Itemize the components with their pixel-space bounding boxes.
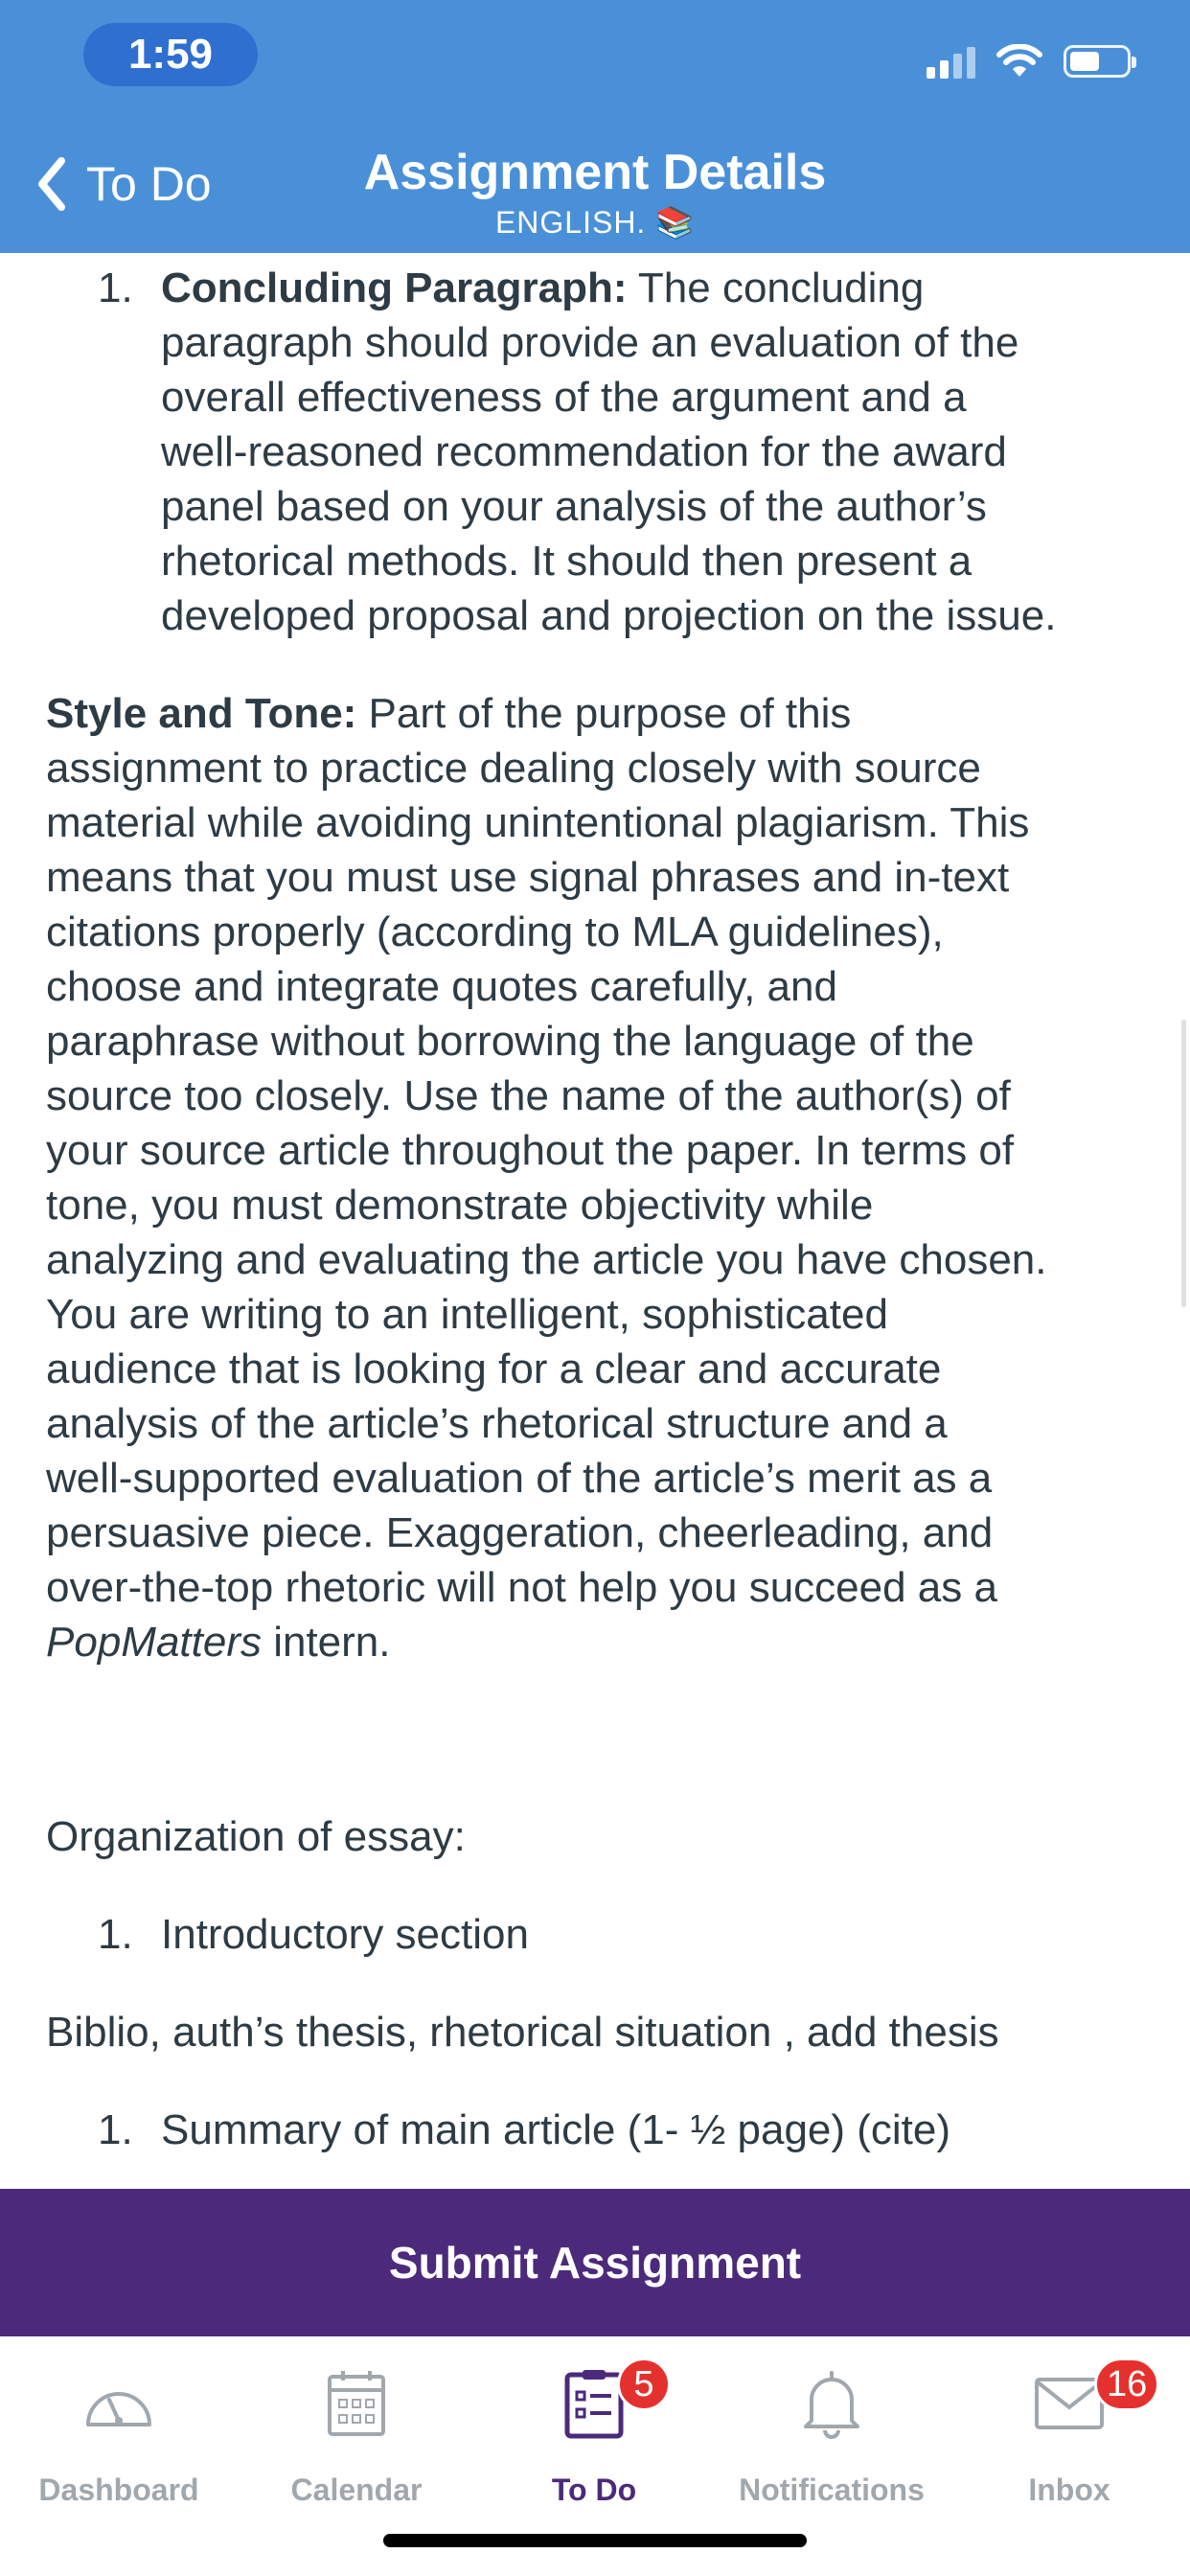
bell-icon [798,2367,865,2440]
tab-label: Calendar [290,2472,423,2507]
style-tone-heading: Style and Tone: [46,690,357,737]
concluding-paragraph-item [98,261,1157,643]
tab-dashboard[interactable] [0,2356,238,2508]
scrollbar[interactable] [1181,1020,1186,1307]
calendar-icon [326,2369,387,2438]
tab-label: Dashboard [38,2472,199,2507]
list-number: 1. [98,2106,133,2153]
home-indicator[interactable] [383,2534,807,2547]
list-item-text: Introductory section [161,1911,529,1958]
tab-to-do[interactable] [475,2356,713,2508]
status-icons [927,42,1131,80]
title-block [0,142,1190,242]
inbox-count-badge: 16 [1094,2358,1159,2411]
navigation-header [0,0,1190,253]
introductory-section-item [98,1907,1157,1962]
status-time: 1:59 [83,23,258,86]
style-and-tone-paragraph: Style and Tone: Part of the purpose of this assignment to practice dealing closely with source material while avoiding unintentional plagiarism. This means that you must use signal phrases and in-text citations properly (according to MLA guidelines), choose and integrate quotes carefully, and paraphrase without borrowing the language of the source too closely. Use the name of the author(s) of your source article throughout the paper. In terms of tone, you must demonstrate objectivity while analyzing and evaluating the article you have chosen. You are writing to an intelligent, sophisticated audience that is looking for a clear and accurate analysis of the article’s rhetorical structure and a well-supported evaluation of the article’s merit as a persuasive piece. Exaggeration, cheerleading, and over-the-top rhetoric will not help you succeed as a PopMatters intern. [46,690,1047,1666]
tab-calendar[interactable] [238,2356,475,2508]
publication-name: PopMatters [46,1619,262,1666]
organization-heading: Organization of essay: [46,1813,466,1860]
battery-icon [1064,45,1131,78]
concluding-paragraph-text: Concluding Paragraph: The concluding paragraph should provide an evaluation of the overall effectiveness of the argument and a well-reasoned recommendation for the award panel based on your analysis of the author’s rhetorical methods. It should then present a developed proposal and projection on the issue. [161,264,1057,639]
wifi-icon [996,44,1042,79]
tab-label: To Do [551,2472,637,2507]
tab-label: Inbox [1028,2472,1110,2507]
page-title: Assignment Details [363,145,827,200]
summary-item [98,2103,1157,2157]
back-label: To Do [86,157,212,211]
list-item-text: Summary of main article (1- ½ page) (cite) [161,2106,951,2153]
dashboard-gauge-icon [80,2375,157,2432]
assignment-description[interactable] [0,253,1190,2189]
list-number: 1. [98,264,133,311]
todo-count-badge: 5 [617,2358,671,2411]
list-number: 1. [98,1911,133,1958]
concluding-heading: Concluding Paragraph: [161,264,628,311]
tab-notifications[interactable] [713,2356,950,2508]
tab-label: Notifications [739,2472,925,2507]
biblio-line: Biblio, auth’s thesis, rhetorical situation , add thesis [46,2009,999,2056]
tab-inbox[interactable] [950,2356,1188,2508]
submit-assignment-button[interactable]: Submit Assignment [0,2189,1190,2336]
cellular-signal-icon [927,44,975,79]
course-subtitle: ENGLISH. 📚 [494,205,696,240]
clipboard-checklist-icon [563,2367,625,2440]
